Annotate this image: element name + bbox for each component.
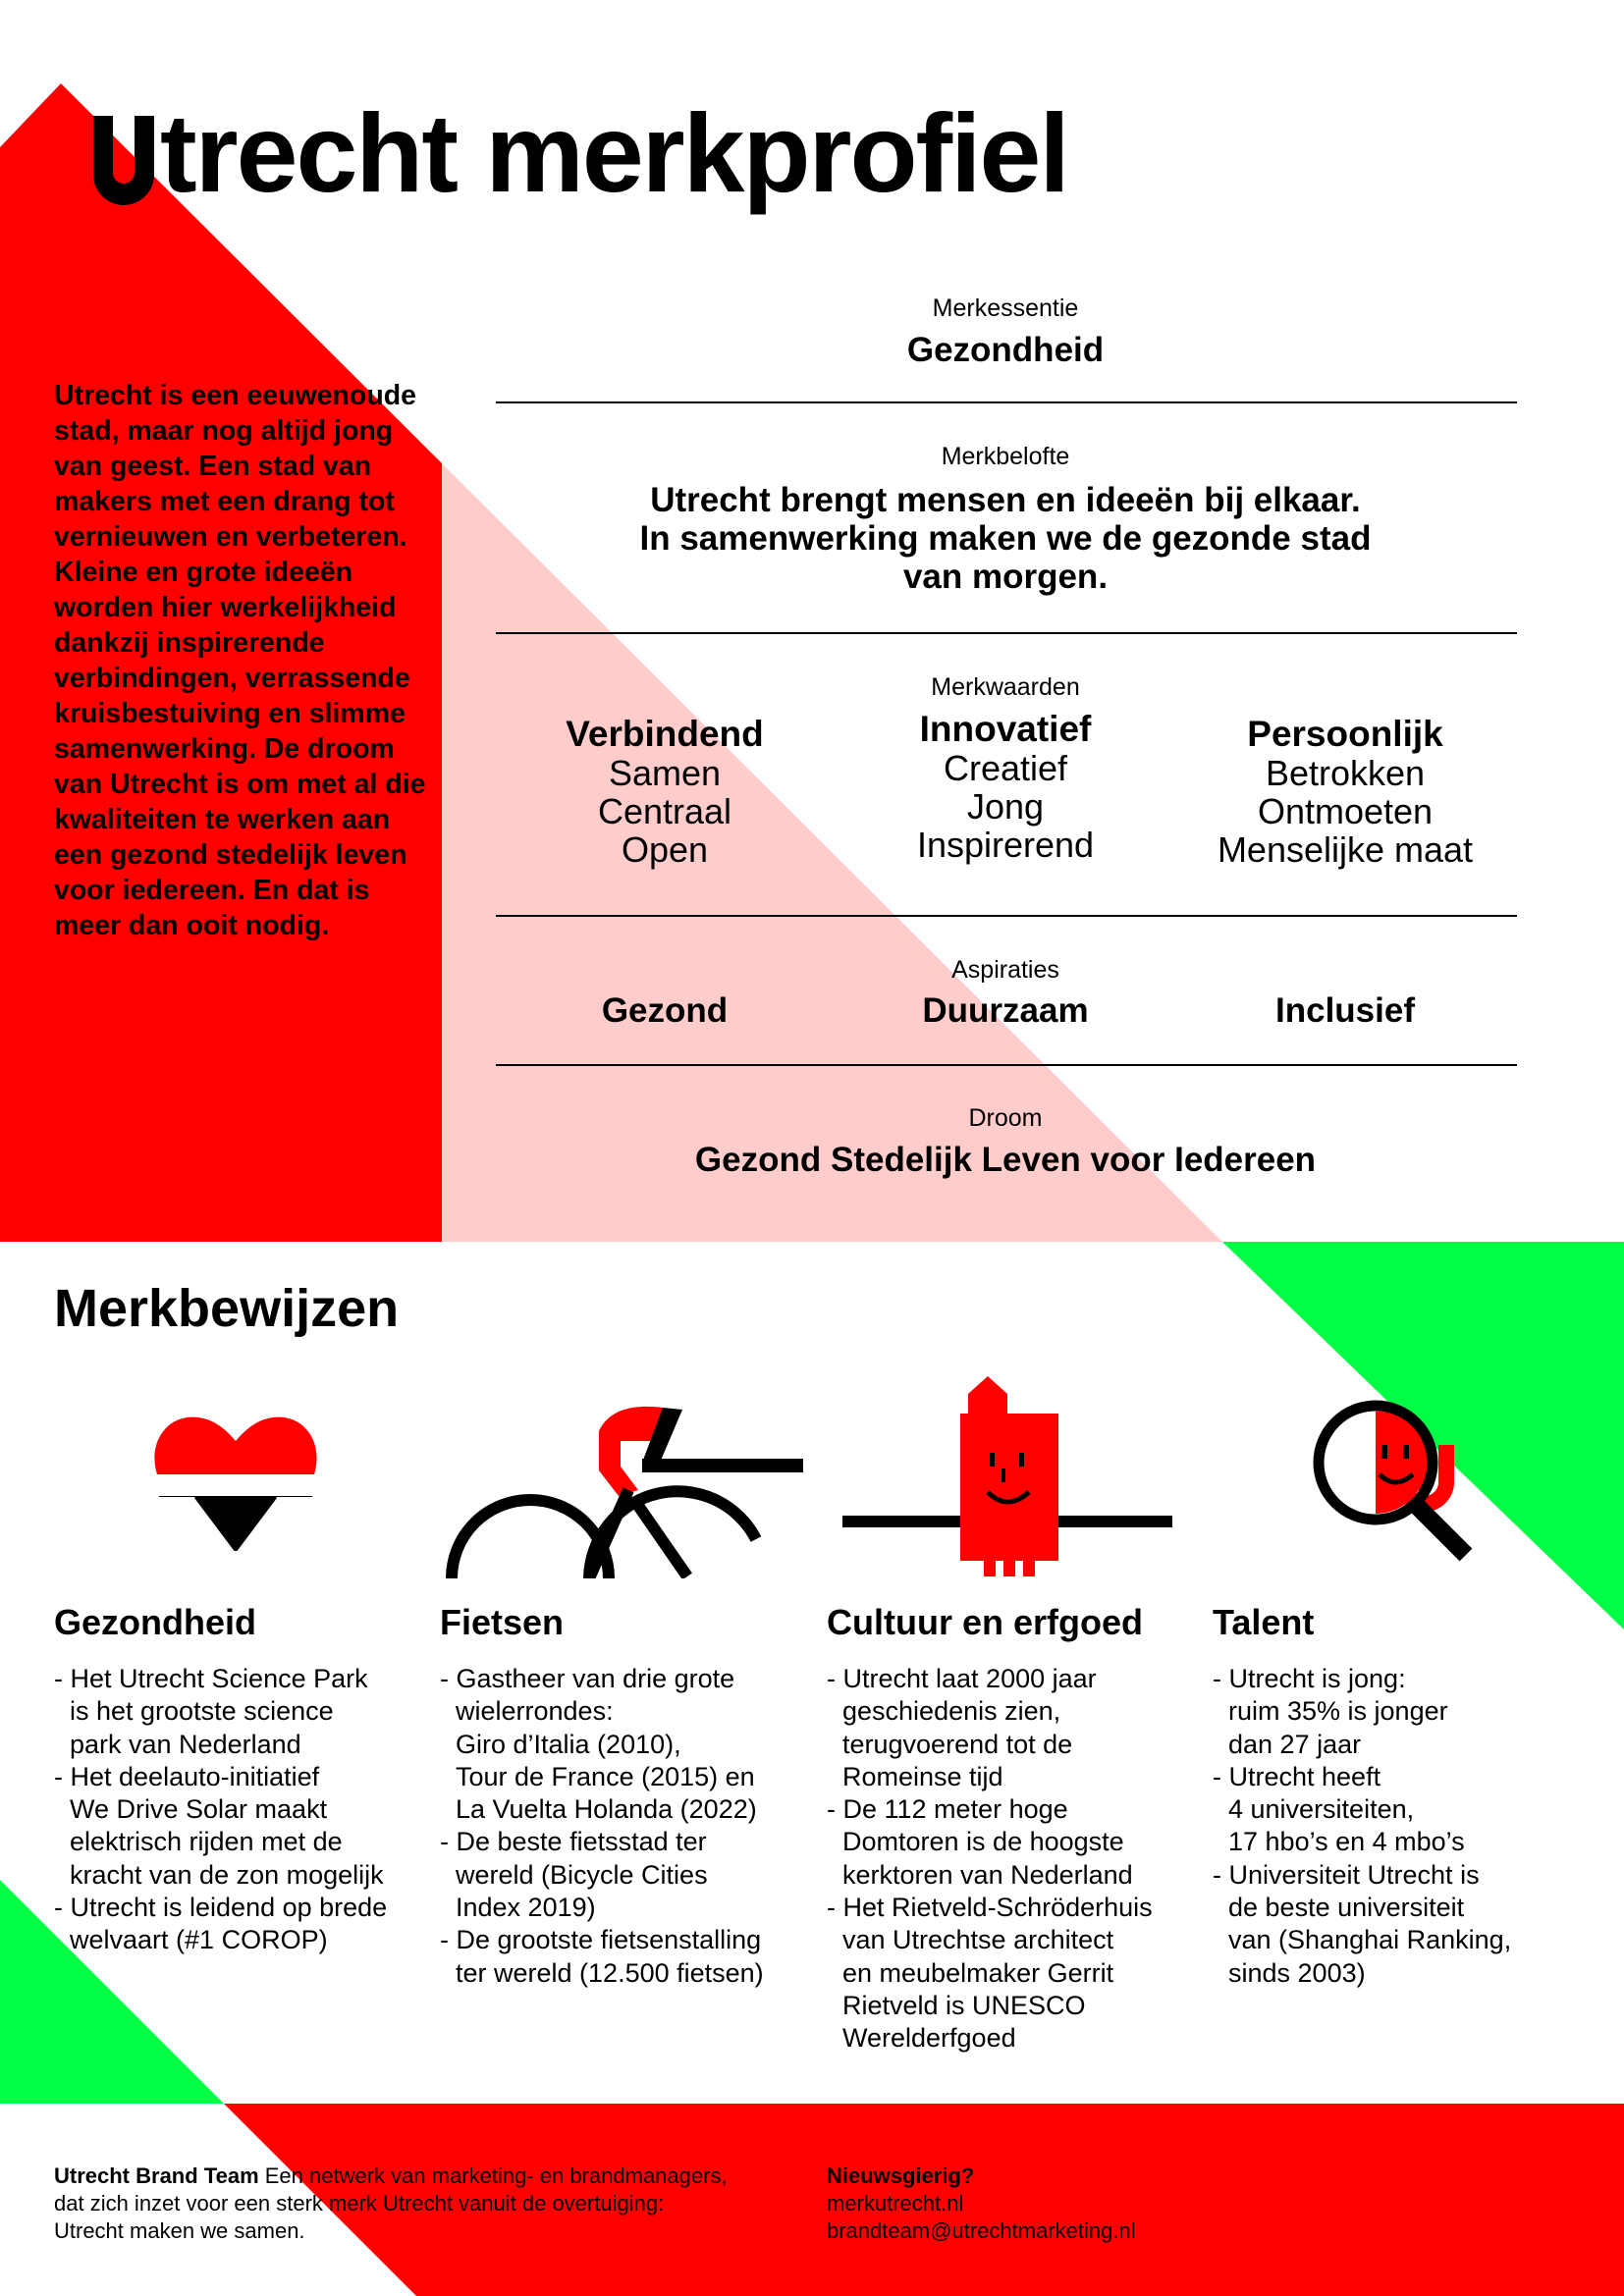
intro-paragraph: Utrecht is een eeuwenoude stad, maar nog altijd jong van geest. Een stad van makers met een drang tot vernieuwen en verbeteren. Kleine en grote ideeën worden hier werkelijkheid dankzij inspirerende verbindingen, verrassende kruisbestuiving en slimme samenwerking. De droom van Utrecht is om met al die kwaliteiten te werken aan een gezond stedelijk leven voor iedereen. En dat is meer dan ooit nodig.	[54, 380, 426, 941]
team-text-3: Utrecht maken we samen.	[54, 2218, 305, 2243]
title-text: trecht merkprofiel	[160, 91, 1068, 215]
heart-icon	[147, 1404, 324, 1551]
value-item: Centraal	[597, 791, 732, 831]
value-item: Menselijke maat	[1217, 829, 1474, 870]
team-name: Utrecht Brand Team	[54, 2163, 259, 2188]
value-head: Persoonlijk	[1247, 714, 1443, 754]
value-item: Ontmoeten	[1257, 791, 1434, 831]
value-column-persoonlijk	[1178, 715, 1512, 869]
values-label: Merkwaarden	[931, 673, 1080, 701]
essence-value: Gezondheid	[906, 331, 1105, 369]
team-text: Een netwerk van marketing- en brandmanagers,	[258, 2163, 728, 2188]
aspiration-item: Duurzaam	[922, 991, 1089, 1030]
list-item: - Utrecht heeft 4 universiteiten, 17 hbo’s en 4 mbo’s	[1213, 1761, 1586, 1859]
list-item: - Utrecht is jong: ruim 35% is jonger dan 27 jaar	[1213, 1663, 1586, 1761]
divider	[496, 401, 1517, 403]
divider	[496, 1064, 1517, 1066]
proof-list-cultuur	[827, 1663, 1200, 2056]
list-item: - Het Utrecht Science Park is het grootste science park van Nederland	[54, 1663, 427, 1761]
page-title	[93, 90, 1068, 218]
aspiration-item: Inclusief	[1275, 991, 1415, 1030]
proof-title-fietsen: Fietsen	[440, 1602, 565, 1642]
dream-label: Droom	[968, 1104, 1043, 1132]
aspiration-item: Gezond	[601, 991, 729, 1030]
utrecht-u-logo-icon	[93, 116, 154, 212]
list-item: - Utrecht laat 2000 jaar geschiedenis zien, terugvoerend tot de Romeinse tijd	[827, 1663, 1200, 1793]
aspirations-label: Aspiraties	[951, 956, 1059, 984]
essence-label: Merkessentie	[932, 294, 1079, 322]
proof-list-talent	[1213, 1663, 1586, 1990]
divider	[496, 632, 1517, 634]
value-head: Innovatief	[919, 709, 1092, 749]
team-text-2: dat zich inzet voor een sterk merk Utrecht vanuit de overtuiging:	[54, 2191, 665, 2216]
proof-title-cultuur: Cultuur en erfgoed	[827, 1602, 1143, 1642]
promise-line: In samenwerking maken we de gezonde stad	[639, 519, 1372, 558]
promise-text	[550, 481, 1461, 596]
promise-line: van morgen.	[902, 558, 1109, 596]
list-item: - Het deelauto-initiatief We Drive Solar maakt elektrisch rijden met de kracht van de zon mogelijk	[54, 1761, 427, 1892]
value-column-verbindend	[498, 715, 832, 869]
value-item: Jong	[966, 786, 1045, 827]
list-item: - Universiteit Utrecht is de beste universiteit van (Shanghai Ranking, sinds 2003)	[1213, 1859, 1586, 1990]
dream-value: Gezond Stedelijk Leven voor Iedereen	[694, 1141, 1317, 1179]
promise-line: Utrecht brengt mensen en ideeën bij elkaar.	[650, 481, 1361, 519]
value-item: Inspirerend	[916, 825, 1095, 865]
proof-list-gezondheid	[54, 1663, 427, 1957]
value-head: Verbindend	[566, 714, 764, 754]
list-item: - De 112 meter hoge Domtoren is de hoogste kerktoren van Nederland	[827, 1793, 1200, 1892]
value-item: Samen	[608, 753, 722, 793]
cyclist-icon	[442, 1402, 805, 1578]
list-item: - De grootste fietsenstalling ter wereld (12.500 fietsen)	[440, 1924, 813, 1990]
list-item: - Gastheer van drie grote wielerrondes: Giro d’Italia (2010), Tour de France (2015) en La Vuelta Holanda (2022)	[440, 1663, 813, 1826]
list-item: - De beste fietsstad ter wereld (Bicycle Cities Index 2019)	[440, 1826, 813, 1924]
footer-team-info	[54, 2163, 820, 2245]
value-item: Betrokken	[1265, 753, 1426, 793]
email-link[interactable]: brandteam@utrechtmarketing.nl	[827, 2218, 1136, 2243]
website-link[interactable]: merkutrecht.nl	[827, 2191, 964, 2216]
value-column-innovatief	[839, 710, 1172, 864]
magnifier-face-icon	[1301, 1384, 1488, 1571]
proof-list-fietsen	[440, 1663, 813, 1990]
list-item: - Utrecht is leidend op brede welvaart (#1 COROP)	[54, 1892, 427, 1957]
value-item: Open	[621, 829, 709, 870]
proof-title-talent: Talent	[1213, 1602, 1315, 1642]
footer-contact	[827, 2163, 1239, 2245]
dom-tower-icon	[842, 1374, 1172, 1580]
promise-label: Merkbelofte	[941, 443, 1070, 470]
divider	[496, 915, 1517, 917]
section-title: Merkbewijzen	[54, 1279, 400, 1338]
list-item: - Het Rietveld-Schröderhuis van Utrechtse architect en meubelmaker Gerrit Rietveld is UNESCO Werelderfgoed	[827, 1892, 1200, 2055]
proof-title-gezondheid: Gezondheid	[54, 1602, 256, 1642]
value-item: Creatief	[943, 748, 1068, 788]
contact-question: Nieuwsgierig?	[827, 2163, 975, 2188]
